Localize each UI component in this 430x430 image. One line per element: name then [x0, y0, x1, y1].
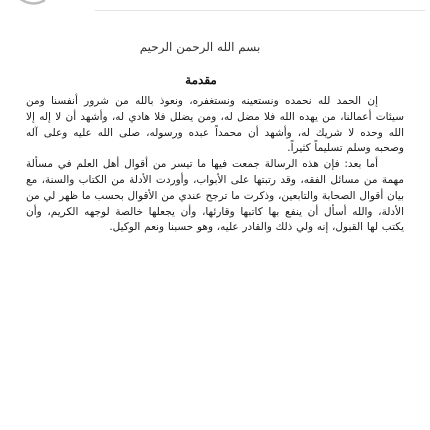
- section-heading: مقدمة: [185, 73, 217, 87]
- body-text: [26, 94, 404, 236]
- paragraph-2: أما بعد: فإن هذه الرسالة جمعت فيها ما تيسر من أقوال أهل العلم في مسألة مهمة من مسائل الفقه، وقد رتبتها على الأبواب، وأوردت الأدلة من الكتاب والسنة، مع بيان أقوال الصحابة والتابعين، وذكرت ما ترجح عندي من الأقوال بحسب ما ظهر لي من الأدلة، والله أسأل أن ينفع بها كاتبها وقارئها، وأن يجعلها خالصة لوجهه الكريم، وأن يكتب لها القبول، إنه ولي ذلك والقادر عليه، وهو حسبنا ونعم الوكيل.: [26, 158, 404, 234]
- paragraph-1: إن الحمد لله نحمده ونستعينه ونستغفره، ونعوذ بالله من شرور أنفسنا ومن سيئات أعمالنا، من يهده الله فلا مضل له، ومن يضلل فلا هادي له، وأشهد أن لا إله إلا الله وحده لا شريك له، وأشهد أن محمداً عبده ورسوله، صلى الله عليه وعلى آله وصحبه وسلم تسليماً كثيراً.: [26, 95, 404, 155]
- bismillah-line: بسم الله الرحمن الرحيم: [139, 40, 261, 54]
